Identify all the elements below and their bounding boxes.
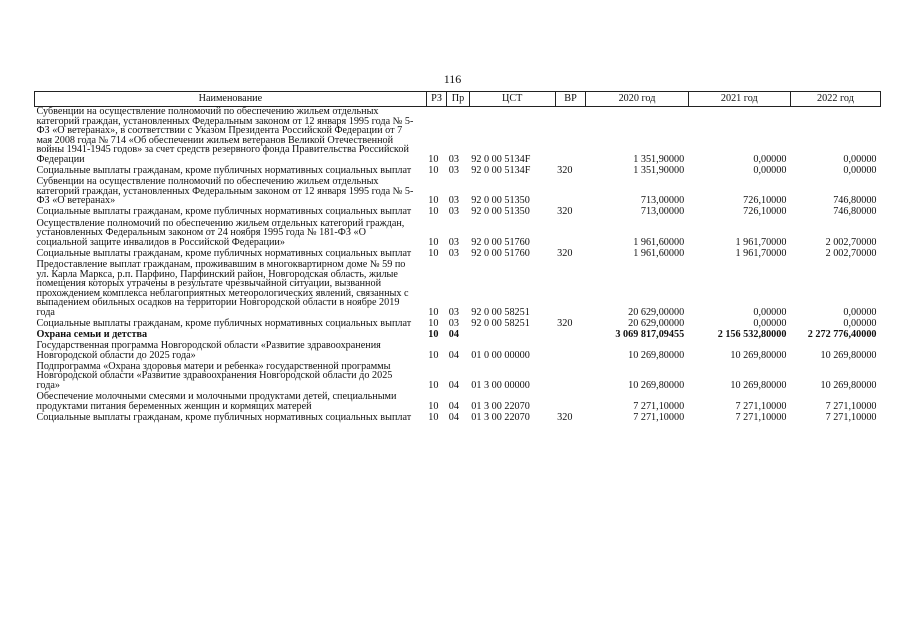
cell-vr: 320 (557, 165, 573, 177)
cell-rz: 10 (428, 153, 439, 165)
cell-2021: 7 271,10000 (735, 411, 787, 423)
budget-table (34, 91, 881, 424)
header-2022: 2022 год (790, 92, 880, 107)
table-body (35, 107, 881, 424)
cell-vr: 320 (557, 411, 573, 423)
cell-rz: 10 (428, 236, 439, 248)
cell-name: Субвенции на осуществление полномочий по обеспечению жильем отдельных категорий граждан, установленных Федеральным законом от 12 января 1995 года № 5-ФЗ «О ветеранах» (36, 176, 414, 207)
cell-cst: 92 0 00 51760 (471, 247, 530, 259)
cell-vr: 320 (557, 317, 573, 329)
cell-rz: 10 (428, 317, 439, 329)
cell-pr: 04 (448, 349, 459, 361)
table-row (35, 392, 881, 413)
cell-name: Социальные выплаты гражданам, кроме публичных нормативных социальных выплат (36, 317, 412, 329)
cell-rz: 10 (428, 165, 439, 177)
cell-pr: 03 (448, 236, 459, 248)
cell-vr (555, 219, 586, 249)
cell-vr (555, 177, 586, 207)
cell-pr: 03 (448, 195, 459, 207)
cell-2020: 20 629,00000 (628, 317, 685, 329)
cell-rz: 10 (428, 411, 439, 423)
cell-name: Осуществление полномочий по обеспечению жильем отдельных категорий граждан, установленных Федеральным законом от 24 ноября 1995 года № 181-ФЗ «О социальной защите инвалидов в Российской Федерации» (36, 217, 405, 248)
page-number: 116 (443, 72, 462, 86)
cell-2020: 10 269,80000 (628, 380, 685, 392)
cell-2021: 1 961,70000 (735, 247, 787, 259)
cell-vr: 320 (557, 247, 573, 259)
cell-pr: 03 (448, 153, 459, 165)
cell-cst: 01 3 00 00000 (471, 380, 530, 392)
table-row (35, 107, 881, 167)
cell-2020: 20 629,00000 (628, 306, 685, 318)
cell-2022: 10 269,80000 (820, 349, 877, 361)
cell-pr: 04 (448, 400, 459, 412)
cell-cst: 01 3 00 22070 (471, 400, 530, 412)
cell-cst: 92 0 00 58251 (471, 306, 530, 318)
cell-2020: 3 069 817,09455 (615, 329, 685, 341)
cell-rz: 10 (428, 306, 439, 318)
cell-rz: 10 (428, 329, 439, 341)
cell-cst: 92 0 00 51350 (471, 206, 530, 218)
cell-vr: 320 (557, 206, 573, 218)
cell-pr: 03 (448, 317, 459, 329)
cell-cst: 01 0 00 00000 (471, 349, 530, 361)
cell-2022: 0,00000 (843, 165, 877, 177)
cell-name: Предоставление выплат гражданам, проживавшим в многоквартирном доме № 59 по ул. Карла Маркса, р.п. Парфино, Парфинский район, Новгородская область, жилые помещения которых утрачены в результате чрезвычайной ситуации, вызванной прохождением комплекса неблагоприятных метеорологических явлений, связанных с выпадением обильных осадков на территории Новгородской области в ноябре 2019 года (36, 258, 409, 318)
table-row (35, 260, 881, 319)
cell-2020: 7 271,10000 (633, 400, 685, 412)
cell-2022: 746,80000 (833, 195, 877, 207)
cell-pr: 04 (448, 411, 459, 423)
cell-2021: 726,10000 (743, 195, 787, 207)
header-name: Наименование (35, 92, 427, 107)
cell-2020: 1 961,60000 (633, 236, 685, 248)
cell-pr: 04 (448, 380, 459, 392)
cell-2021: 2 156 532,80000 (717, 329, 787, 341)
cell-name: Социальные выплаты гражданам, кроме публичных нормативных социальных выплат (36, 165, 412, 177)
cell-2021: 1 961,70000 (735, 236, 787, 248)
header-2021: 2021 год (688, 92, 790, 107)
cell-name: Государственная программа Новгородской области «Развитие здравоохранения Новгородской области до 2025 года» (36, 340, 381, 361)
cell-pr: 03 (448, 306, 459, 318)
cell-name: Обеспечение молочными смесями и молочными продуктами детей, специальными продуктами питания беременных женщин и кормящих матерей (36, 391, 397, 412)
cell-pr: 03 (448, 165, 459, 177)
cell-cst: 92 0 00 5134F (471, 165, 531, 177)
cell-2022: 2 272 776,40000 (807, 329, 877, 341)
cell-name: Подпрограмма «Охрана здоровья матери и ребенка» государственной программы Новгородской области «Развитие здравоохранения Новгородской области до 2025 года» (36, 360, 393, 392)
table-row (35, 207, 881, 218)
cell-name: Социальные выплаты гражданам, кроме публичных нормативных социальных выплат (36, 247, 412, 259)
table-row (35, 341, 881, 362)
header-pr: Пр (447, 92, 470, 107)
cell-2022: 746,80000 (833, 206, 877, 218)
cell-2021: 726,10000 (743, 206, 787, 218)
cell-cst: 01 3 00 22070 (471, 411, 530, 423)
header-cst: ЦСТ (469, 92, 555, 107)
cell-2021: 0,00000 (753, 317, 787, 329)
cell-2021: 7 271,10000 (735, 400, 787, 412)
cell-2022: 2 002,70000 (825, 236, 877, 248)
cell-2020: 713,00000 (640, 195, 685, 207)
cell-cst: 92 0 00 51760 (471, 236, 530, 248)
cell-vr (555, 341, 586, 362)
cell-2020: 1 961,60000 (633, 247, 685, 259)
table-row (35, 413, 881, 424)
table-row (35, 362, 881, 392)
cell-rz: 10 (428, 247, 439, 259)
cell-cst: 92 0 00 51350 (471, 195, 530, 207)
cell-2021: 10 269,80000 (730, 380, 787, 392)
table-row (35, 219, 881, 249)
cell-vr (555, 260, 586, 319)
cell-2021: 0,00000 (753, 306, 787, 318)
cell-2020: 7 271,10000 (633, 411, 685, 423)
cell-2020: 10 269,80000 (628, 349, 685, 361)
cell-2022: 0,00000 (843, 317, 877, 329)
cell-vr (555, 392, 586, 413)
header-vr: ВР (555, 92, 586, 107)
cell-name: Субвенции на осуществление полномочий по обеспечению жильем отдельных категорий граждан, установленных Федеральным законом от 12 января 1995 года № 5-ФЗ «О ветеранах», в соответствии с Указом Президента Российской Федерации от 7 мая 2008 года № 714 «Об обеспечении жильем ветеранов Великой Отечественной войны 1941-1945 годов» за счет средств резервного фонда Правительства Российской Федерации (36, 106, 414, 165)
cell-2021: 10 269,80000 (730, 349, 787, 361)
cell-rz: 10 (428, 206, 439, 218)
cell-vr (555, 330, 586, 341)
table-header (35, 92, 881, 107)
cell-2021: 0,00000 (753, 165, 787, 177)
cell-name: Охрана семьи и детства (36, 329, 148, 341)
cell-name: Социальные выплаты гражданам, кроме публичных нормативных социальных выплат (36, 411, 412, 423)
cell-2022: 7 271,10000 (825, 400, 877, 412)
cell-cst (469, 330, 555, 341)
cell-rz: 10 (428, 195, 439, 207)
cell-2021: 0,00000 (753, 153, 787, 165)
cell-2022: 0,00000 (843, 153, 877, 165)
header-2020: 2020 год (586, 92, 688, 107)
table-row (35, 177, 881, 207)
cell-2020: 1 351,90000 (633, 153, 685, 165)
cell-vr (555, 362, 586, 392)
cell-2022: 0,00000 (843, 306, 877, 318)
cell-pr: 03 (448, 247, 459, 259)
cell-2020: 713,00000 (640, 206, 685, 218)
cell-cst: 92 0 00 5134F (471, 153, 531, 165)
cell-cst: 92 0 00 58251 (471, 317, 530, 329)
cell-rz: 10 (428, 349, 439, 361)
cell-rz: 10 (428, 400, 439, 412)
cell-pr: 03 (448, 206, 459, 218)
header-rz: РЗ (426, 92, 446, 107)
cell-2022: 10 269,80000 (820, 380, 877, 392)
cell-name: Социальные выплаты гражданам, кроме публичных нормативных социальных выплат (36, 206, 412, 218)
cell-2022: 2 002,70000 (825, 247, 877, 259)
cell-2022: 7 271,10000 (825, 411, 877, 423)
cell-vr (555, 107, 586, 167)
cell-pr: 04 (448, 329, 459, 341)
cell-2020: 1 351,90000 (633, 165, 685, 177)
cell-rz: 10 (428, 380, 439, 392)
